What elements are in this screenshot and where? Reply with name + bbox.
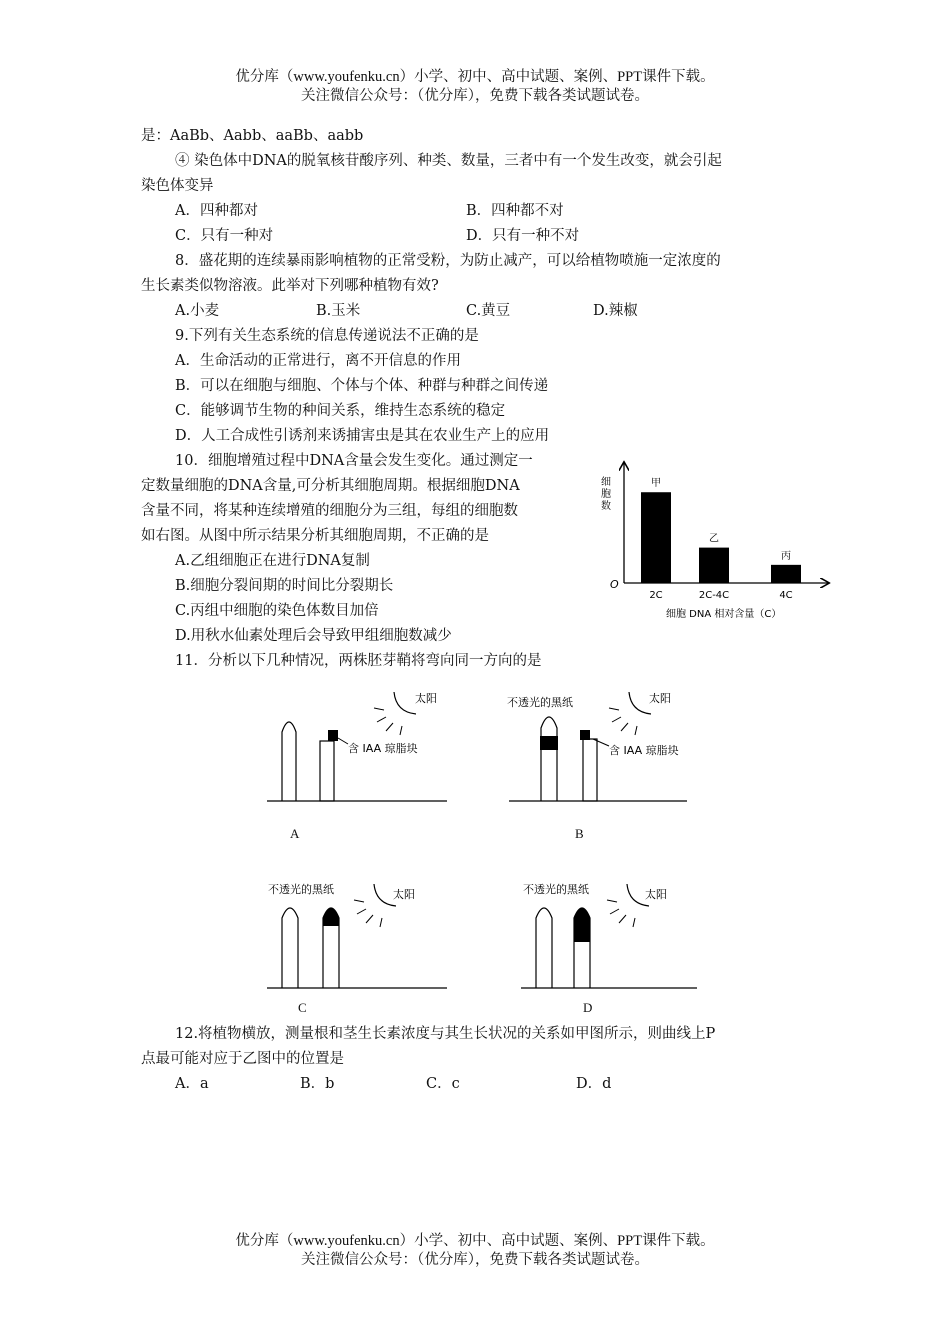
sun-label: 太阳	[393, 888, 415, 901]
q7-item4-line2: 染色体变异	[141, 178, 214, 194]
q8-option-d: D.辣椒	[593, 303, 638, 319]
figure-a-label: A	[290, 826, 300, 841]
decapitated-coleoptile	[583, 739, 597, 801]
bar-4C	[771, 565, 801, 583]
q12-stem-line1: 12.将植物横放，测量根和茎生长素浓度与其生长状况的关系如甲图所示，则曲线上P	[175, 1026, 716, 1042]
y-axis-label	[601, 476, 611, 512]
q9-option-b: B．可以在细胞与细胞、个体与个体、种群与种群之间传递	[175, 378, 549, 394]
dna-content-bar-chart	[596, 455, 836, 630]
coleoptile-figure-c	[262, 878, 462, 996]
black-paper-label: 不透光的黑纸	[523, 883, 589, 896]
q10-option-d: D.用秋水仙素处理后会导致甲组细胞数减少	[175, 628, 452, 644]
bar-2C-4C	[699, 548, 729, 583]
q10-stem-line3: 含量不同，将某种连续增殖的细胞分为三组，每组的细胞数	[141, 503, 518, 519]
q12-option-c: C．c	[426, 1076, 460, 1092]
q11-stem: 11．分析以下几种情况，两株胚芽鞘将弯向同一方向的是	[175, 653, 542, 669]
agar-label: 含 IAA 琼脂块	[609, 744, 679, 757]
coleoptile-figure-a	[262, 684, 462, 809]
q12-stem-line2: 点最可能对应于乙图中的位置是	[141, 1051, 344, 1067]
x-tick-label: 2C-4C	[698, 590, 730, 601]
figure-b-label: B	[575, 826, 584, 841]
x-axis-title: 细胞 DNA 相对含量（C）	[666, 609, 782, 620]
q10-stem-line1: 10．细胞增殖过程中DNA含量会发生变化。通过测定一	[175, 453, 533, 469]
y-axis-label-char: 胞	[601, 489, 611, 500]
black-paper-cap	[574, 908, 590, 942]
q10-stem-line4: 如右图。从图中所示结果分析其细胞周期，不正确的是	[141, 528, 489, 544]
x-tick-label: 4C	[779, 590, 793, 601]
q9-option-d: D．人工合成性引诱剂来诱捕害虫是其在农业生产上的应用	[175, 428, 550, 444]
black-paper-cap	[540, 736, 558, 750]
q8-option-a: A.小麦	[175, 303, 220, 319]
black-paper-tip	[323, 908, 339, 926]
q9-option-a: A．生命活动的正常进行，离不开信息的作用	[175, 353, 461, 369]
footer-line-2: 关注微信公众号：（优分库），免费下载各类试题试卷。	[301, 1252, 649, 1268]
q8-stem-line1: 8．盛花期的连续暴雨影响植物的正常受粉，为防止减产，可以给植物喷施一定浓度的	[175, 253, 721, 269]
q10-stem-line2: 定数量细胞的DNA含量,可分析其细胞周期。根据细胞DNA	[141, 478, 520, 494]
q7-item4-line1: ④ 染色体中DNA的脱氧核苷酸序列、种类、数量，三者中有一个发生改变，就会引起	[175, 153, 722, 169]
bar-2C	[641, 492, 671, 583]
q7-continuation: 是：AaBb、Aabb、aaBb、aabb	[141, 128, 364, 144]
footer-line-1: 优分库（www.youfenku.cn）小学、初中、高中试题、案例、PPT课件下载。	[235, 1233, 715, 1249]
q10-option-b: B.细胞分裂间期的时间比分裂期长	[175, 578, 394, 594]
sun-label: 太阳	[645, 888, 667, 901]
coleoptile-left	[541, 717, 557, 801]
q12-option-b: B．b	[300, 1076, 335, 1092]
agar-block	[580, 730, 590, 740]
header-line-1: 优分库（www.youfenku.cn）小学、初中、高中试题、案例、PPT课件下载。	[235, 69, 715, 85]
q10-option-c: C.丙组中细胞的染色体数目加倍	[175, 603, 379, 619]
q12-option-d: D．d	[576, 1076, 612, 1092]
sun-label: 太阳	[415, 692, 437, 705]
q8-stem-line2: 生长素类似物溶液。此举对下列哪种植物有效?	[141, 278, 439, 294]
figure-d-label: D	[583, 1000, 593, 1015]
coleoptile-figure-d	[517, 878, 717, 996]
sun-label: 太阳	[649, 692, 671, 705]
q8-option-b: B.玉米	[316, 303, 361, 319]
q7-option-d: D．只有一种不对	[466, 228, 580, 244]
group-label: 乙	[709, 533, 719, 545]
coleoptile-left	[282, 722, 296, 801]
x-tick-label: 2C	[649, 590, 663, 601]
q9-option-c: C．能够调节生物的种间关系，维持生态系统的稳定	[175, 403, 506, 419]
decapitated-coleoptile	[320, 741, 334, 801]
agar-block	[328, 730, 338, 741]
origin-label: O	[610, 578, 619, 591]
q7-option-c: C．只有一种对	[175, 228, 274, 244]
q7-option-b: B．四种都不对	[466, 203, 564, 219]
group-label: 甲	[651, 478, 661, 490]
q10-option-a: A.乙组细胞正在进行DNA复制	[175, 553, 370, 569]
sun-icon	[629, 692, 651, 714]
coleoptile-figure-b	[507, 684, 717, 809]
black-paper-label: 不透光的黑纸	[268, 883, 334, 896]
q12-option-a: A．a	[175, 1076, 209, 1092]
q9-stem: 9.下列有关生态系统的信息传递说法不正确的是	[175, 328, 479, 344]
q7-option-a: A．四种都对	[175, 203, 258, 219]
coleoptile-left	[536, 908, 552, 988]
agar-label: 含 IAA 琼脂块	[348, 742, 418, 755]
sun-icon	[394, 692, 416, 714]
black-paper-label: 不透光的黑纸	[507, 696, 573, 709]
q8-option-c: C.黄豆	[466, 303, 511, 319]
coleoptile-left	[282, 908, 298, 988]
y-axis-label-char: 细	[601, 477, 611, 488]
figure-c-label: C	[298, 1000, 307, 1015]
y-axis-label-char: 数	[601, 501, 611, 512]
group-label: 丙	[781, 550, 791, 562]
header-line-2: 关注微信公众号：（优分库），免费下载各类试题试卷。	[301, 88, 649, 104]
